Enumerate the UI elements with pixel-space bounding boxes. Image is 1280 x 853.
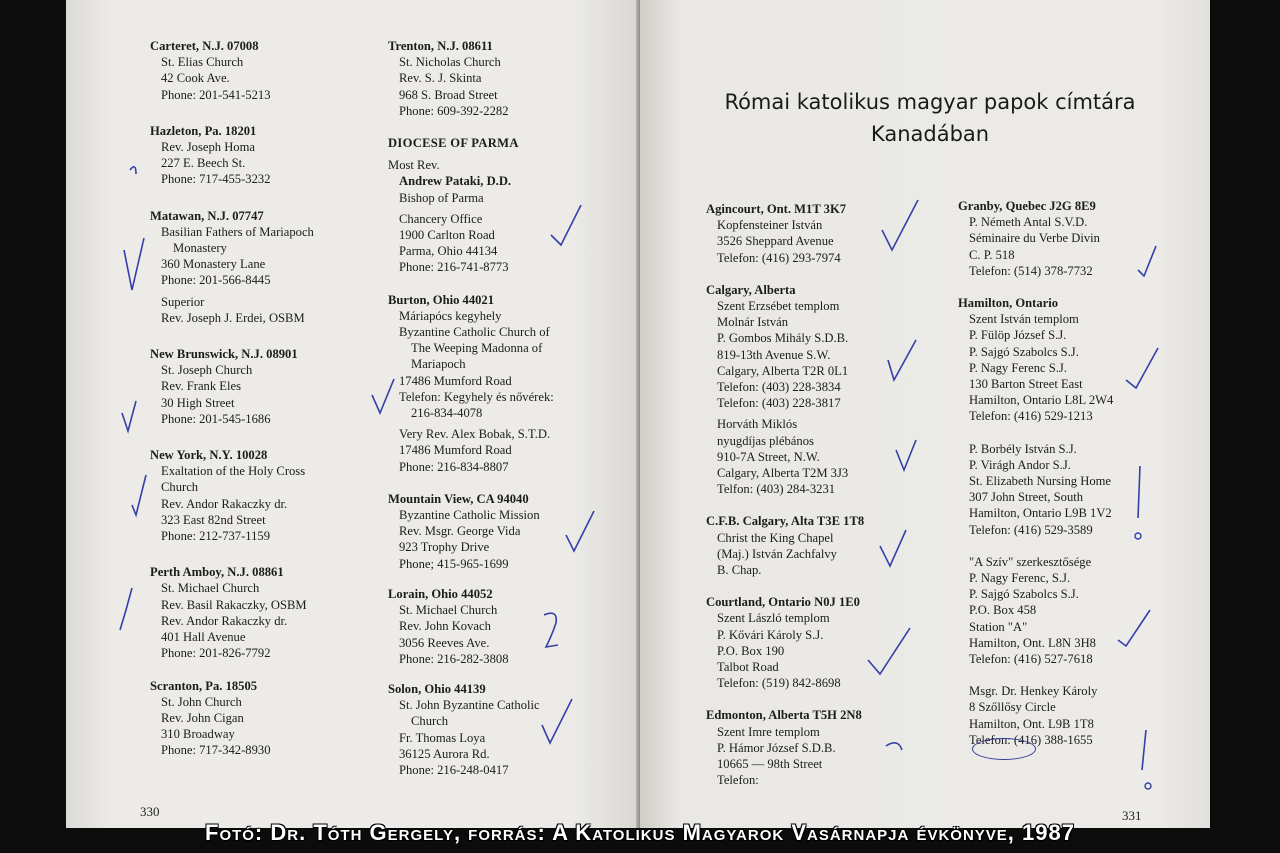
- entry-line: P. Németh Antal S.V.D.: [969, 215, 1088, 230]
- entry-line: C. P. 518: [969, 247, 1015, 262]
- entry-line: P. Sajgó Szabolcs S.J.: [969, 344, 1079, 359]
- entry-line: Chancery Office: [399, 211, 483, 226]
- entry-heading: Lorain, Ohio 44052: [388, 586, 493, 601]
- entry-line: 360 Monastery Lane: [161, 257, 266, 272]
- entry-line: St. John Church: [161, 694, 242, 709]
- entry-line: 42 Cook Ave.: [161, 71, 230, 86]
- entry-line: Szent László templom: [717, 611, 830, 626]
- entry-line: Horváth Miklós: [717, 417, 798, 432]
- entry-line: St. John Byzantine Catholic: [399, 698, 540, 713]
- entry-line: 3526 Sheppard Avenue: [717, 234, 834, 249]
- entry-line: St. Michael Church: [161, 581, 260, 596]
- entry-line: Superior: [161, 294, 205, 309]
- pen-marks-left-col1-lower: [118, 395, 148, 645]
- entry-line: Church: [411, 714, 449, 729]
- entry-line: 323 East 82nd Street: [161, 512, 266, 527]
- entry-line: P. Kővári Károly S.J.: [717, 627, 824, 642]
- entry-line: Telefon: Kegyhely és nővérek:: [399, 389, 554, 404]
- entry-line: Parma, Ohio 44134: [399, 244, 498, 259]
- entry-line: P. Sajgó Szabolcs S.J.: [969, 587, 1079, 602]
- entry-line: 10665 — 98th Street: [717, 757, 823, 772]
- entry-line: St. Nicholas Church: [399, 55, 501, 70]
- entry-line: Rev. Andor Rakaczky dr.: [161, 613, 288, 628]
- entry-line: Phone: 201-566-8445: [161, 273, 271, 288]
- entry-line: Msgr. Dr. Henkey Károly: [969, 684, 1098, 699]
- entry-heading: Burton, Ohio 44021: [388, 292, 495, 307]
- pen-circle-mark: [972, 738, 1036, 760]
- entry-line: nyugdíjas plébános: [717, 433, 814, 448]
- entry-line: Kopfensteiner István: [717, 218, 823, 233]
- entry-line: St. Joseph Church: [161, 363, 253, 378]
- directory-entry: [150, 123, 420, 188]
- entry-line: Hamilton, Ont. L9B 1T8: [969, 716, 1094, 731]
- entry-line: P.O. Box 458: [969, 603, 1037, 618]
- entry-line: Telefon: (416) 529-1213: [969, 409, 1093, 424]
- entry-line: Phone: 717-455-3232: [161, 172, 271, 187]
- pen-marks-left-col2: [366, 205, 596, 765]
- entry-line: P. Nagy Ferenc S.J.: [969, 360, 1067, 375]
- entry-line: Phone: 201-541-5213: [161, 87, 271, 102]
- entry-heading: Solon, Ohio 44139: [388, 681, 486, 696]
- entry-line: 36125 Aurora Rd.: [399, 746, 490, 761]
- entry-line: Phone: 201-826-7792: [161, 646, 271, 661]
- entry-line: Phone: 216-248-0417: [399, 762, 509, 777]
- entry-line: Szent Erzsébet templom: [717, 299, 840, 314]
- entry-line: P. Hámor József S.D.B.: [717, 740, 836, 755]
- entry-line: 17486 Mumford Road: [399, 443, 512, 458]
- entry-line: Bishop of Parma: [399, 190, 484, 205]
- directory-entry: [388, 38, 628, 119]
- entry-line: Rev. Joseph Homa: [161, 140, 255, 155]
- entry-line: Telefon: (416) 527-7618: [969, 652, 1093, 667]
- entry-heading: Scranton, Pa. 18505: [150, 678, 258, 693]
- entry-line: Phone: 216-834-8807: [399, 459, 509, 474]
- entry-line: 310 Broadway: [161, 727, 235, 742]
- entry-line: Rev. Joseph J. Erdei, OSBM: [161, 310, 305, 325]
- diocese-title: DIOCESE OF PARMA: [388, 136, 519, 151]
- entry-line: P. Virágh Andor S.J.: [969, 457, 1071, 472]
- entry-heading: Matawan, N.J. 07747: [150, 208, 264, 223]
- entry-line: 30 High Street: [161, 395, 235, 410]
- entry-line: 8 Szőllősy Circle: [969, 700, 1056, 715]
- entry-line: Séminaire du Verbe Divin: [969, 231, 1100, 246]
- entry-line: Molnár István: [717, 315, 788, 330]
- entry-line: Phone: 212-737-1159: [161, 529, 271, 544]
- entry-line: Fr. Thomas Loya: [399, 730, 486, 745]
- entry-line: Rev. S. J. Skinta: [399, 71, 482, 86]
- entry-line: The Weeping Madonna of: [411, 341, 543, 356]
- entry-line: St. Elias Church: [161, 55, 244, 70]
- entry-line: Calgary, Alberta T2R 0L1: [717, 363, 849, 378]
- entry-line: Church: [161, 480, 199, 495]
- entry-line: Mariapoch: [411, 357, 466, 372]
- entry-line: Phone: 609-392-2282: [399, 103, 509, 118]
- entry-line: Christ the King Chapel: [717, 530, 834, 545]
- entry-line: 3056 Reeves Ave.: [399, 635, 490, 650]
- entry-line: Szent Imre templom: [717, 724, 820, 739]
- pen-marks-left-col1: [122, 150, 152, 300]
- entry-line: (Maj.) István Zachfalvy: [717, 546, 837, 561]
- right-page: [640, 0, 1210, 828]
- entry-heading: Carteret, N.J. 07008: [150, 39, 259, 53]
- entry-line: B. Chap.: [717, 563, 762, 578]
- entry-line: P. Nagy Ferenc, S.J.: [969, 571, 1071, 586]
- entry-heading: Calgary, Alberta: [706, 282, 796, 297]
- entry-line: P. Borbély István S.J.: [969, 441, 1077, 456]
- entry-line: St. Michael Church: [399, 603, 498, 618]
- entry-line: Telefon: (403) 228-3834: [717, 380, 841, 395]
- entry-line: Exaltation of the Holy Cross: [161, 464, 306, 479]
- entry-line: Basilian Fathers of Mariapoch: [161, 224, 314, 239]
- entry-line: 227 E. Beech St.: [161, 156, 246, 171]
- entry-line: 819-13th Avenue S.W.: [717, 347, 831, 362]
- entry-line: Phone: 717-342-8930: [161, 743, 271, 758]
- entry-line: Station "A": [969, 619, 1028, 634]
- entry-heading: Courtland, Ontario N0J 1E0: [706, 595, 860, 610]
- entry-heading: Perth Amboy, N.J. 08861: [150, 565, 284, 580]
- pen-marks-right-col2: [1110, 230, 1170, 790]
- entry-line: Phone; 415-965-1699: [399, 556, 509, 571]
- left-page: [66, 0, 640, 828]
- entry-line: 17486 Mumford Road: [399, 373, 512, 388]
- entry-line: Rev. Andor Rakaczky dr.: [161, 496, 288, 511]
- entry-line: P. Fülöp József S.J.: [969, 328, 1067, 343]
- entry-heading: Edmonton, Alberta T5H 2N8: [706, 708, 862, 723]
- entry-line: Rev. Msgr. George Vida: [399, 524, 521, 539]
- entry-line: 910-7A Street, N.W.: [717, 449, 820, 464]
- entry-line: "A Szív" szerkesztősége: [969, 554, 1092, 569]
- entry-line: Rev. John Cigan: [161, 710, 244, 725]
- entry-line: P.O. Box 190: [717, 643, 785, 658]
- entry-line: P. Gombos Mihály S.D.B.: [717, 331, 849, 346]
- entry-line: Telfon: (403) 284-3231: [717, 482, 836, 497]
- entry-line: 923 Trophy Drive: [399, 540, 490, 555]
- entry-line: Very Rev. Alex Bobak, S.T.D.: [399, 427, 551, 442]
- page-number-left: 330: [140, 804, 160, 819]
- entry-heading: Mountain View, CA 94040: [388, 491, 529, 506]
- entry-line: Telefon:: [717, 773, 759, 788]
- directory-title: [700, 86, 1160, 150]
- entry-line: Hamilton, Ontario L8L 2W4: [969, 393, 1114, 408]
- entry-line: Szent István templom: [969, 312, 1079, 327]
- entry-line: Byzantine Catholic Church of: [399, 325, 550, 340]
- title-line: Római katolikus magyar papok címtára: [724, 90, 1136, 114]
- entry-line: Rev. Frank Eles: [161, 379, 241, 394]
- entry-line: Phone: 201-545-1686: [161, 411, 271, 426]
- entry-line: Telefon: (416) 293-7974: [717, 250, 841, 265]
- entry-line: Byzantine Catholic Mission: [399, 508, 540, 523]
- entry-line: Calgary, Alberta T2M 3J3: [717, 466, 849, 481]
- photo-credit-caption: Fotó: Dr. Tóth Gergely, forrás: A Katolikus Magyarok Vasárnapja évkönyve, 1987: [205, 820, 1075, 845]
- entry-line: Telefon: (519) 842-8698: [717, 676, 841, 691]
- entry-line: Máriapócs kegyhely: [399, 308, 502, 323]
- entry-line: 401 Hall Avenue: [161, 630, 246, 645]
- entry-line: 1900 Carlton Road: [399, 228, 495, 243]
- entry-heading: Granby, Quebec J2G 8E9: [958, 199, 1096, 213]
- entry-heading: C.F.B. Calgary, Alta T3E 1T8: [706, 514, 865, 529]
- entry-line: Hamilton, Ont. L8N 3H8: [969, 635, 1096, 650]
- bishop-name: Andrew Pataki, D.D.: [399, 174, 512, 189]
- pen-marks-right-col1: [860, 190, 940, 770]
- entry-line: Telefon: (416) 529-3589: [969, 522, 1093, 537]
- entry-heading: Agincourt, Ont. M1T 3K7: [706, 202, 847, 216]
- entry-line: Rev. Basil Rakaczky, OSBM: [161, 597, 307, 612]
- directory-entry: [150, 38, 420, 103]
- entry-line: 216-834-4078: [411, 406, 483, 421]
- entry-line: 968 S. Broad Street: [399, 87, 498, 102]
- entry-line: Phone: 216-741-8773: [399, 260, 509, 275]
- entry-line: Rev. John Kovach: [399, 619, 491, 634]
- entry-line: St. Elizabeth Nursing Home: [969, 474, 1112, 489]
- entry-heading: New Brunswick, N.J. 08901: [150, 347, 298, 362]
- entry-heading: Hamilton, Ontario: [958, 296, 1059, 311]
- entry-heading: New York, N.Y. 10028: [150, 448, 268, 463]
- entry-line: Talbot Road: [717, 660, 779, 675]
- entry-line: Most Rev.: [388, 158, 440, 173]
- entry-line: Telefon: (416) 388-1655: [969, 732, 1093, 747]
- entry-line: Monastery: [173, 241, 227, 256]
- page-number-right: 331: [1122, 808, 1142, 823]
- entry-line: Telefon: (514) 378-7732: [969, 263, 1093, 278]
- entry-line: 307 John Street, South: [969, 490, 1084, 505]
- entry-heading: Trenton, N.J. 08611: [388, 39, 493, 53]
- entry-line: 130 Barton Street East: [969, 377, 1083, 392]
- entry-line: Telefon: (403) 228-3817: [717, 396, 841, 411]
- title-line: Kanadában: [870, 122, 990, 146]
- entry-line: Phone: 216-282-3808: [399, 651, 509, 666]
- entry-line: Hamilton, Ontario L9B 1V2: [969, 506, 1112, 521]
- entry-heading: Hazleton, Pa. 18201: [150, 123, 257, 138]
